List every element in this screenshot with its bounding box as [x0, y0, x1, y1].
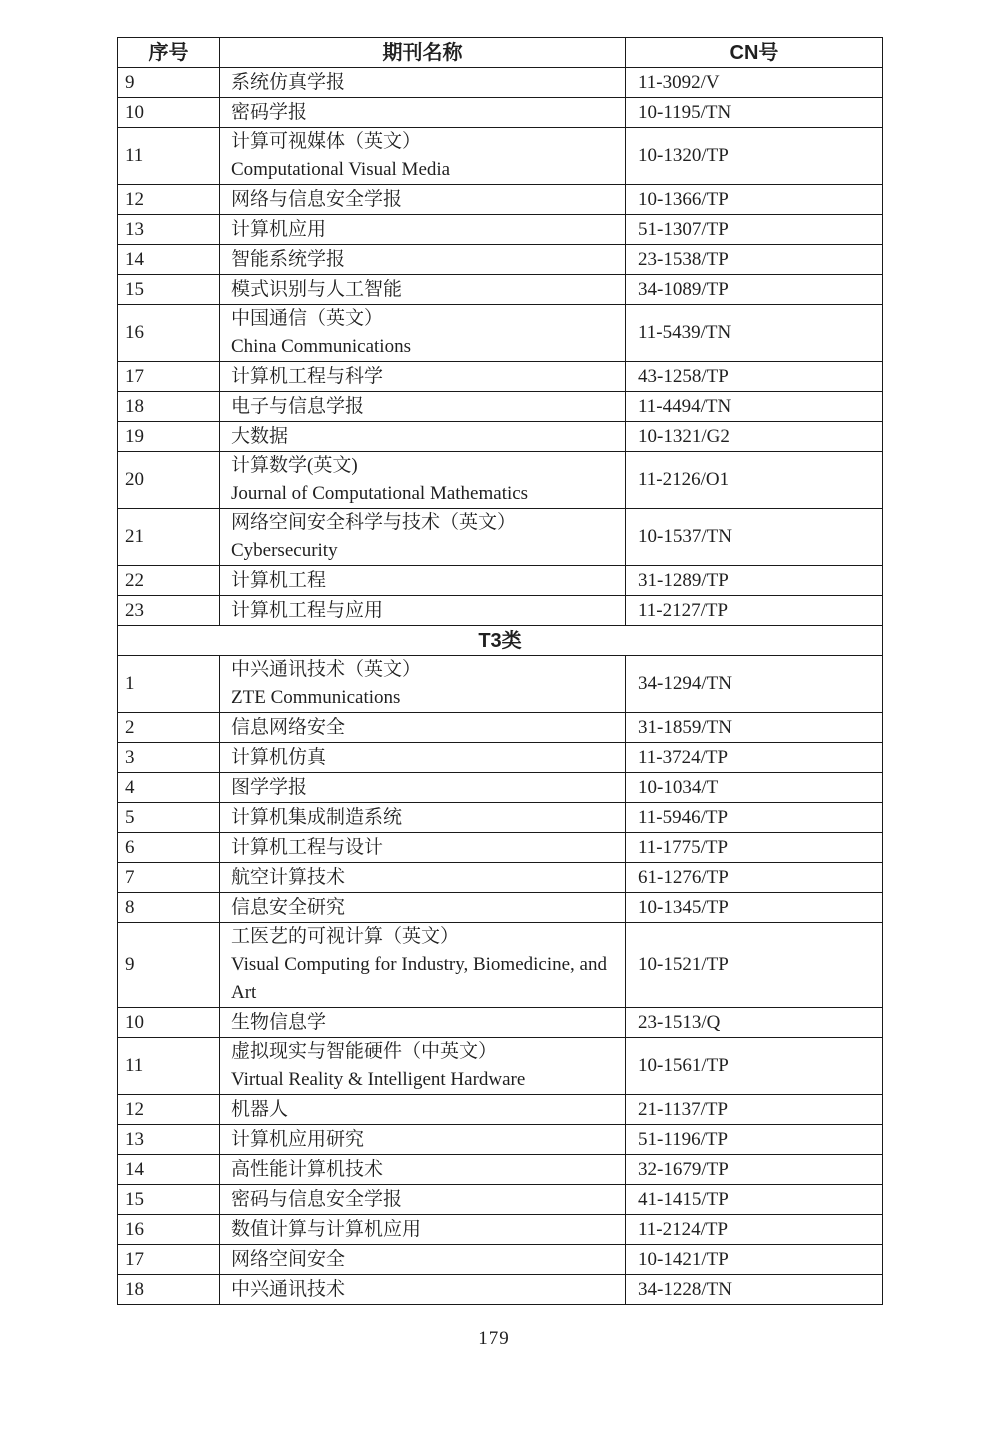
journal-name-line: China Communications [231, 336, 411, 357]
serial-number-cell: 1 [118, 656, 220, 713]
cn-number-cell: 23-1538/TP [626, 245, 883, 275]
journal-name-line: 图学学报 [231, 776, 308, 798]
journal-name-line: ZTE Communications [231, 687, 401, 708]
section-header-row [118, 626, 883, 656]
cn-number-cell: 31-1289/TP [626, 566, 883, 596]
journal-name-cell [220, 863, 626, 893]
header-serial-number: 序号 [118, 38, 220, 68]
cn-number-cell: 51-1196/TP [626, 1125, 883, 1155]
journal-name-line: 网络空间安全 [231, 1248, 346, 1270]
journal-name-line: 网络与信息安全学报 [231, 188, 403, 210]
cn-number-cell: 10-1034/T [626, 773, 883, 803]
journal-name-cell [220, 656, 626, 713]
serial-number-cell: 11 [118, 1038, 220, 1095]
cn-number-cell: 61-1276/TP [626, 863, 883, 893]
cn-number-cell: 34-1089/TP [626, 275, 883, 305]
table-row [118, 1095, 883, 1125]
cn-number-cell: 32-1679/TP [626, 1155, 883, 1185]
journal-name-line: 工医艺的可视计算（英文） [231, 926, 460, 947]
table-row [118, 275, 883, 305]
journal-name-cell [220, 566, 626, 596]
journal-name-line: Cybersecurity [231, 540, 338, 561]
table-row [118, 923, 883, 1008]
journal-name-cell [220, 1038, 626, 1095]
serial-number-cell: 17 [118, 362, 220, 392]
serial-number-cell: 14 [118, 1155, 220, 1185]
journal-name-line: 网络空间安全科学与技术（英文） [231, 512, 517, 533]
page-number: 179 [478, 1328, 510, 1349]
serial-number-cell: 14 [118, 245, 220, 275]
journal-name-cell [220, 1095, 626, 1125]
journal-name-line: 机器人 [231, 1098, 289, 1120]
journal-name-cell [220, 1185, 626, 1215]
journal-name-line: 系统仿真学报 [231, 71, 346, 93]
journal-name-cell [220, 743, 626, 773]
journal-name-cell [220, 392, 626, 422]
journal-name-cell [220, 98, 626, 128]
table-row [118, 452, 883, 509]
table-row [118, 863, 883, 893]
serial-number-cell: 19 [118, 422, 220, 452]
table-header-row [118, 38, 883, 68]
cn-number-cell: 11-2124/TP [626, 1215, 883, 1245]
table-row [118, 656, 883, 713]
serial-number-cell: 4 [118, 773, 220, 803]
journal-name-cell [220, 422, 626, 452]
journal-name-cell [220, 362, 626, 392]
table-row [118, 713, 883, 743]
journal-name-line: 计算机仿真 [231, 746, 327, 768]
table-row [118, 743, 883, 773]
journal-name-line: 计算可视媒体（英文） [231, 131, 422, 152]
cn-number-cell: 34-1228/TN [626, 1275, 883, 1305]
serial-number-cell: 17 [118, 1245, 220, 1275]
cn-number-cell: 11-5439/TN [626, 305, 883, 362]
serial-number-cell: 3 [118, 743, 220, 773]
journal-name-cell [220, 185, 626, 215]
table-row [118, 185, 883, 215]
journal-name-cell [220, 128, 626, 185]
cn-number-cell: 10-1421/TP [626, 1245, 883, 1275]
journal-name-cell [220, 1125, 626, 1155]
serial-number-cell: 12 [118, 185, 220, 215]
journal-name-line: 信息网络安全 [231, 716, 346, 738]
journal-name-cell [220, 509, 626, 566]
table-row [118, 128, 883, 185]
journal-name-cell [220, 452, 626, 509]
journal-name-cell [220, 275, 626, 305]
table-row [118, 1008, 883, 1038]
serial-number-cell: 9 [118, 923, 220, 1008]
cn-number-cell: 23-1513/Q [626, 1008, 883, 1038]
table-row [118, 422, 883, 452]
table-row [118, 68, 883, 98]
table-row [118, 392, 883, 422]
journal-name-cell [220, 68, 626, 98]
journal-name-cell [220, 713, 626, 743]
journal-name-line: 模式识别与人工智能 [231, 278, 403, 300]
cn-number-cell: 10-1521/TP [626, 923, 883, 1008]
cn-number-cell: 10-1537/TN [626, 509, 883, 566]
table-row [118, 245, 883, 275]
serial-number-cell: 21 [118, 509, 220, 566]
table-row [118, 566, 883, 596]
table-row [118, 803, 883, 833]
serial-number-cell: 22 [118, 566, 220, 596]
serial-number-cell: 8 [118, 893, 220, 923]
journal-name-line: 电子与信息学报 [231, 395, 365, 417]
table-row [118, 1038, 883, 1095]
journal-name-cell [220, 833, 626, 863]
table-row [118, 893, 883, 923]
serial-number-cell: 10 [118, 1008, 220, 1038]
journal-name-line: 计算机工程与科学 [231, 365, 384, 387]
serial-number-cell: 13 [118, 1125, 220, 1155]
serial-number-cell: 12 [118, 1095, 220, 1125]
journal-name-line: 虚拟现实与智能硬件（中英文） [231, 1041, 498, 1062]
cn-number-cell: 31-1859/TN [626, 713, 883, 743]
table-row [118, 215, 883, 245]
table-row [118, 1125, 883, 1155]
serial-number-cell: 18 [118, 392, 220, 422]
cn-number-cell: 10-1366/TP [626, 185, 883, 215]
serial-number-cell: 15 [118, 275, 220, 305]
serial-number-cell: 16 [118, 305, 220, 362]
serial-number-cell: 16 [118, 1215, 220, 1245]
table-row [118, 1215, 883, 1245]
journal-name-line: 计算机应用 [231, 218, 327, 240]
cn-number-cell: 11-3724/TP [626, 743, 883, 773]
table-head [118, 38, 883, 68]
cn-number-cell: 11-2126/O1 [626, 452, 883, 509]
table-row [118, 1275, 883, 1305]
journal-name-line: 计算机工程与应用 [231, 599, 384, 621]
journal-name-line: 计算机工程 [231, 569, 327, 591]
journal-name-line: Virtual Reality & Intelligent Hardware [231, 1069, 526, 1090]
journal-name-cell [220, 1245, 626, 1275]
journal-name-line: Visual Computing for Industry, Biomedicine, and Art [231, 954, 607, 1003]
journal-name-cell [220, 893, 626, 923]
serial-number-cell: 2 [118, 713, 220, 743]
serial-number-cell: 18 [118, 1275, 220, 1305]
journal-name-line: 计算机集成制造系统 [231, 806, 403, 828]
journal-name-cell [220, 1275, 626, 1305]
journal-table [117, 37, 883, 1305]
journal-name-cell [220, 1215, 626, 1245]
cn-number-cell: 41-1415/TP [626, 1185, 883, 1215]
table-row [118, 1245, 883, 1275]
journal-name-line: 密码与信息安全学报 [231, 1188, 403, 1210]
table-body [118, 68, 883, 1305]
cn-number-cell: 21-1137/TP [626, 1095, 883, 1125]
section-label: T3类 [118, 626, 883, 656]
journal-name-line: 中兴通讯技术（英文） [231, 659, 422, 680]
serial-number-cell: 6 [118, 833, 220, 863]
journal-name-cell [220, 305, 626, 362]
journal-name-line: 航空计算技术 [231, 866, 346, 888]
table-row [118, 596, 883, 626]
serial-number-cell: 15 [118, 1185, 220, 1215]
serial-number-cell: 11 [118, 128, 220, 185]
journal-name-cell [220, 1008, 626, 1038]
serial-number-cell: 9 [118, 68, 220, 98]
table-row [118, 1155, 883, 1185]
journal-name-line: 信息安全研究 [231, 896, 346, 918]
header-cn-number: CN号 [626, 38, 883, 68]
journal-name-line: Computational Visual Media [231, 159, 451, 180]
table-row [118, 1185, 883, 1215]
journal-name-cell [220, 923, 626, 1008]
cn-number-cell: 10-1320/TP [626, 128, 883, 185]
journal-name-line: 智能系统学报 [231, 248, 346, 270]
cn-number-cell: 11-1775/TP [626, 833, 883, 863]
serial-number-cell: 5 [118, 803, 220, 833]
cn-number-cell: 51-1307/TP [626, 215, 883, 245]
serial-number-cell: 20 [118, 452, 220, 509]
serial-number-cell: 23 [118, 596, 220, 626]
cn-number-cell: 11-4494/TN [626, 392, 883, 422]
serial-number-cell: 13 [118, 215, 220, 245]
journal-name-cell [220, 803, 626, 833]
cn-number-cell: 34-1294/TN [626, 656, 883, 713]
journal-name-line: 计算数学(英文) [231, 455, 358, 476]
journal-name-line: 计算机应用研究 [231, 1128, 365, 1150]
journal-name-line: 数值计算与计算机应用 [231, 1218, 422, 1240]
cn-number-cell: 10-1561/TP [626, 1038, 883, 1095]
table-row [118, 305, 883, 362]
header-journal-name: 期刊名称 [220, 38, 626, 68]
journal-name-cell [220, 1155, 626, 1185]
journal-name-line: 密码学报 [231, 101, 308, 123]
journal-name-line: 大数据 [231, 425, 289, 447]
table-row [118, 773, 883, 803]
journal-name-cell [220, 596, 626, 626]
journal-name-cell [220, 773, 626, 803]
cn-number-cell: 10-1345/TP [626, 893, 883, 923]
cn-number-cell: 43-1258/TP [626, 362, 883, 392]
cn-number-cell: 11-5946/TP [626, 803, 883, 833]
table-row [118, 509, 883, 566]
journal-name-cell [220, 215, 626, 245]
journal-name-line: 高性能计算机技术 [231, 1158, 384, 1180]
cn-number-cell: 11-3092/V [626, 68, 883, 98]
cn-number-cell: 11-2127/TP [626, 596, 883, 626]
journal-name-cell [220, 245, 626, 275]
journal-name-line: 中兴通讯技术 [231, 1278, 346, 1300]
table-row [118, 362, 883, 392]
journal-name-line: 生物信息学 [231, 1011, 327, 1033]
serial-number-cell: 7 [118, 863, 220, 893]
journal-name-line: Journal of Computational Mathematics [231, 483, 529, 504]
journal-name-line: 中国通信（英文） [231, 308, 384, 329]
journal-name-line: 计算机工程与设计 [231, 836, 384, 858]
cn-number-cell: 10-1321/G2 [626, 422, 883, 452]
serial-number-cell: 10 [118, 98, 220, 128]
table-row [118, 98, 883, 128]
table-row [118, 833, 883, 863]
cn-number-cell: 10-1195/TN [626, 98, 883, 128]
